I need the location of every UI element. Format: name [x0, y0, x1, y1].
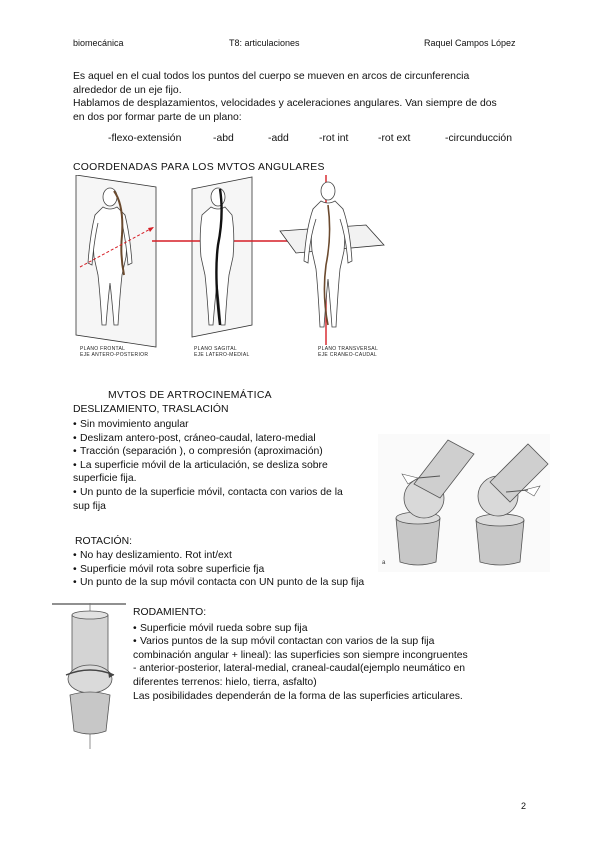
- artro-bullets: [73, 418, 373, 513]
- motion-item: -add: [268, 133, 289, 144]
- bullet-item: • Sin movimiento angular: [73, 418, 373, 432]
- bullet-item: • Un punto de la superficie móvil, contacta con varios de la: [73, 486, 373, 500]
- sagittal-plane-illustration: [152, 177, 290, 337]
- bullet-item: • La superficie móvil de la articulación, se desliza sobre: [73, 459, 373, 473]
- motion-item: -rot ext: [378, 133, 411, 144]
- rodamiento-section: [133, 606, 523, 703]
- motion-item: -abd: [213, 133, 234, 144]
- header-center: T8: articulaciones: [229, 38, 300, 48]
- caption-sagittal: PLANO SAGITAL EJE LATERO-MEDIAL: [194, 346, 250, 358]
- rotacion-bullets: [73, 549, 403, 590]
- bullet-item: • Deslizam antero-post, cráneo-caudal, latero-medial: [73, 432, 373, 446]
- rodamiento-line: - anterior-posterior, lateral-medial, craneal-caudal(ejemplo neumático en: [133, 663, 466, 675]
- sliding-joint-figure: [378, 434, 550, 572]
- intro-line: Hablamos de desplazamientos, velocidades y aceleraciones angulares. Van siempre de dos: [73, 98, 497, 110]
- header-right: Raquel Campos López: [424, 38, 516, 48]
- motion-item: -rot int: [319, 133, 349, 144]
- motion-item: -circunducción: [445, 133, 512, 144]
- rodamiento-line: diferentes terrenos: hielo, tierra, asfalto): [133, 676, 317, 688]
- bullet-item: • Un punto de la sup móvil contacta con UN punto de la sup fija: [73, 576, 403, 590]
- body-planes-figure: [70, 175, 400, 350]
- caption-transversal: PLANO TRANSVERSAL EJE CRANEO-CAUDAL: [318, 346, 379, 358]
- bullet-continuation: superficie fija.: [73, 473, 137, 485]
- bullet-item: • Tracción (separación ), o compresión (aproximación): [73, 445, 373, 459]
- intro-line: en dos por formar parte de un plano:: [73, 111, 242, 123]
- artro-title: MVTOS DE ARTROCINEMÁTICA: [108, 390, 272, 401]
- rolling-joint-figure: [52, 603, 128, 749]
- motion-item: -flexo-extensión: [108, 133, 182, 144]
- frontal-plane-illustration: [76, 175, 156, 347]
- bullet-item: • Superficie móvil rota sobre superficie fja: [73, 563, 403, 577]
- bullet-item: • Superficie móvil rueda sobre sup fija: [133, 622, 523, 636]
- bullet-continuation: sup fija: [73, 500, 106, 512]
- transverse-plane-illustration: [280, 175, 384, 345]
- rodamiento-line: combinación angular + lineal): las superficies son siempre incongruentes: [133, 649, 468, 661]
- intro-line: Es aquel en el cual todos los puntos del cuerpo se mueven en arcos de circunferencia: [73, 71, 470, 82]
- rodamiento-title: RODAMIENTO:: [133, 607, 207, 618]
- bullet-item: • Varios puntos de la sup móvil contactan con varios de la sup fija: [133, 635, 523, 649]
- artro-subtitle: DESLIZAMIENTO, TRASLACIÓN: [73, 404, 229, 415]
- caption-frontal: PLANO FRONTAL EJE ANTERO-POSTERIOR: [80, 346, 149, 358]
- intro-paragraph: [73, 70, 533, 124]
- header-left: biomecánica: [73, 38, 124, 48]
- rotacion-title: ROTACIÓN:: [75, 536, 132, 547]
- figure-letter: a: [382, 560, 386, 566]
- intro-line: alrededor de un eje fijo.: [73, 84, 182, 96]
- page-number: 2: [521, 801, 527, 811]
- bullet-item: • No hay deslizamiento. Rot int/ext: [73, 549, 403, 563]
- rodamiento-line: Las posibilidades dependerán de la forma de las superficies articulares.: [133, 690, 463, 702]
- coords-title: COORDENADAS PARA LOS MVTOS ANGULARES: [73, 162, 325, 173]
